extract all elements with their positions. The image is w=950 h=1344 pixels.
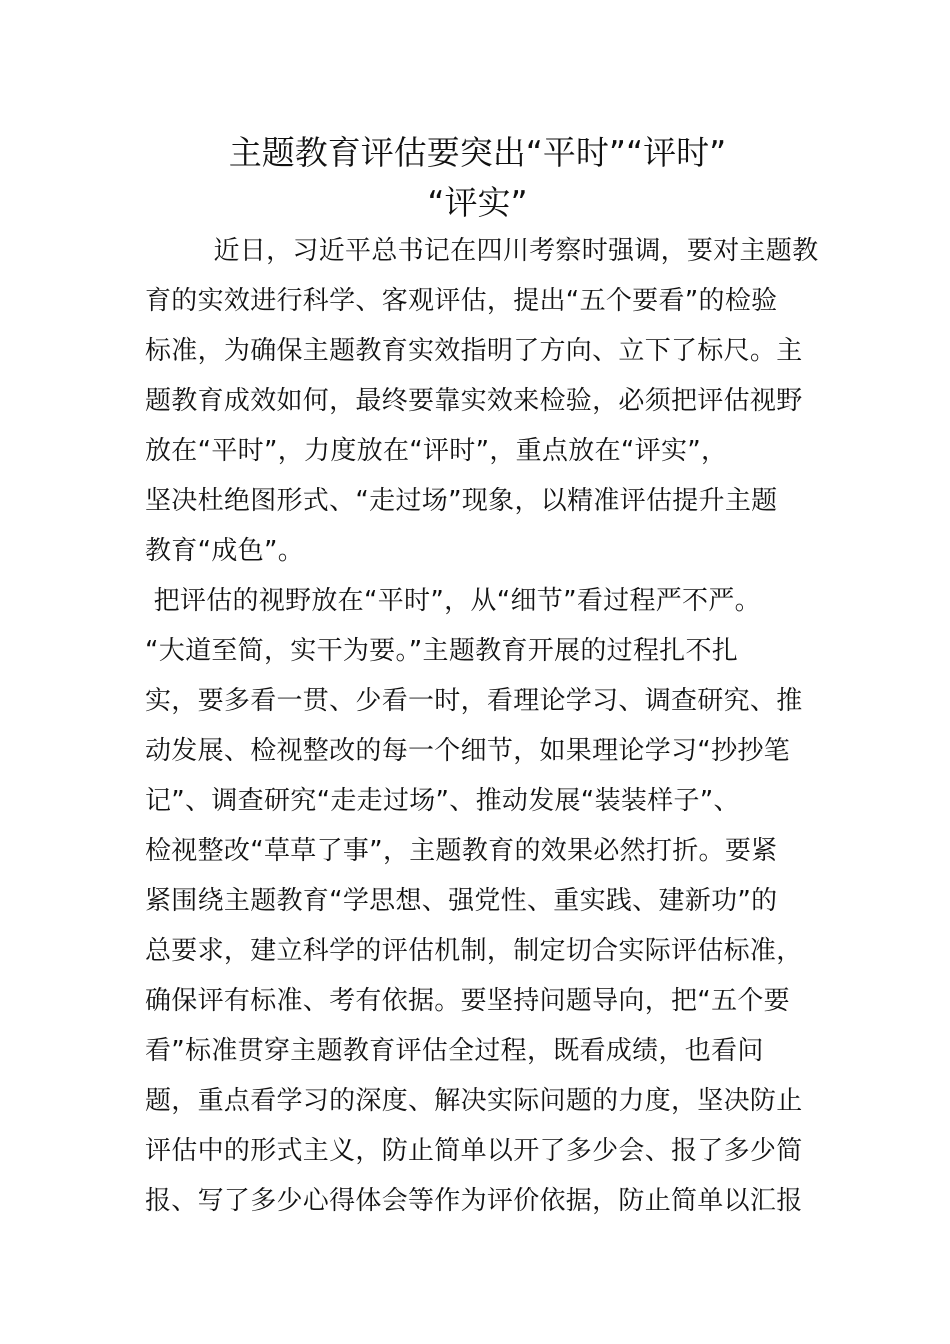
- text-line-1: 近日，习近平总书记在四川考察时强调，要对主题教: [145, 236, 819, 266]
- text-line-18: 题，重点看学习的深度、解决实际问题的力度，坚决防止: [145, 1086, 803, 1116]
- text-line-20: 报、写了多少心得体会等作为评价依据，防止简单以汇报: [145, 1186, 803, 1216]
- text-line-3: 标准，为确保主题教育实效指明了方向、立下了标尺。主: [145, 336, 803, 366]
- text-line-7: 教育“成色”。: [145, 536, 305, 566]
- text-line-6: 坚决杜绝图形式、“走过场”现象，以精准评估提升主题: [145, 486, 778, 516]
- title-line-2: “评实”: [427, 183, 528, 222]
- text-line-2: 育的实效进行科学、客观评估，提出“五个要看”的检验: [145, 286, 778, 316]
- document-body: [145, 226, 819, 1226]
- text-line-11: 动发展、检视整改的每一个细节，如果理论学习“抄抄笔: [145, 736, 790, 766]
- text-line-12: 记”、调查研究“走走过场”、推动发展“装装样子”、: [145, 786, 740, 816]
- text-line-5: 放在“平时”，力度放在“评时”，重点放在“评实”，: [145, 436, 728, 466]
- text-line-10: 实，要多看一贯、少看一时，看理论学习、调查研究、推: [145, 686, 803, 716]
- text-line-4: 题教育成效如何，最终要靠实效来检验，必须把评估视野: [145, 386, 803, 416]
- title-line-1: 主题教育评估要突出“平时”“评时”: [228, 133, 727, 172]
- text-line-13: 检视整改“草草了事”，主题教育的效果必然打折。要紧: [145, 836, 778, 866]
- document-title: [145, 128, 810, 228]
- text-line-16: 确保评有标准、考有依据。要坚持问题导向，把“五个要: [145, 986, 790, 1016]
- text-line-9: “大道至简，实干为要。”主题教育开展的过程扎不扎: [145, 636, 739, 666]
- text-line-15: 总要求，建立科学的评估机制，制定切合实际评估标准，: [145, 936, 803, 966]
- text-line-19: 评估中的形式主义，防止简单以开了多少会、报了多少简: [145, 1136, 803, 1166]
- text-line-14: 紧围绕主题教育“学思想、强党性、重实践、建新功”的: [145, 886, 778, 916]
- text-line-17: 看”标准贯穿主题教育评估全过程，既看成绩，也看问: [145, 1036, 764, 1066]
- text-line-8: 把评估的视野放在“平时”，从“细节”看过程严不严。: [145, 586, 761, 616]
